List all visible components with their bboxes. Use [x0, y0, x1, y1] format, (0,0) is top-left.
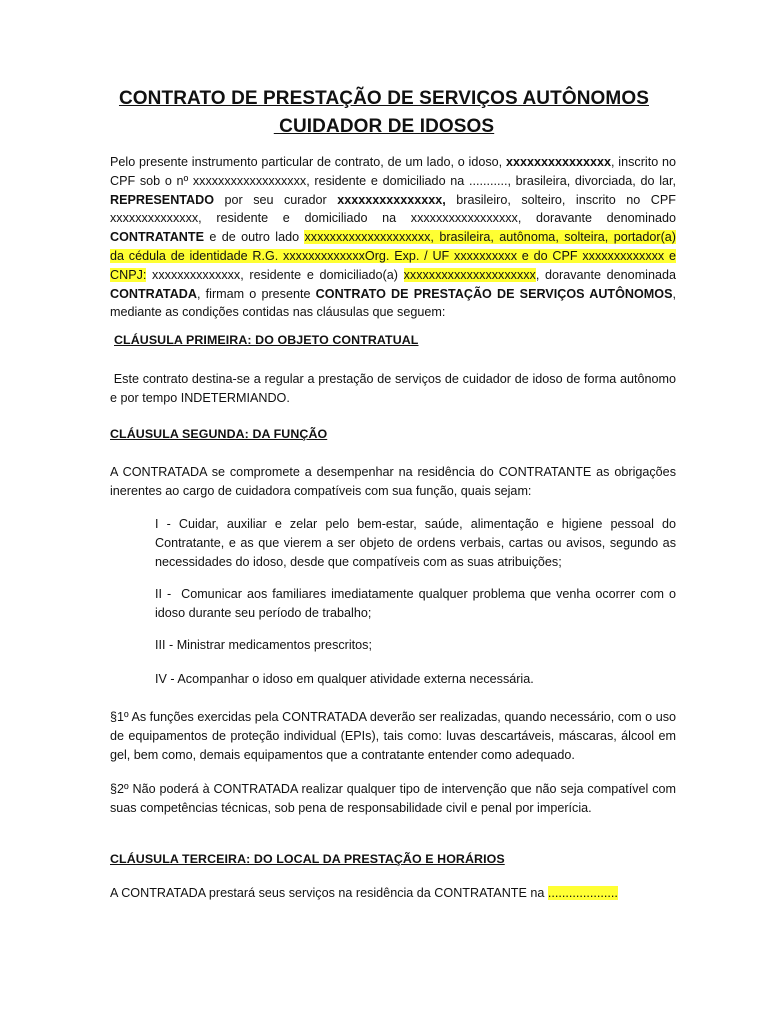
document-title: CONTRATO DE PRESTAÇÃO DE SERVIÇOS AUTÔNOMOS [118, 88, 649, 109]
contratada-details-highlight: xxxxxxxxxxxxxxxxxxxx, brasileira, autônoma, solteira, portador(a) da cédula de identidade R.G. xxxxxxxxxxxxxOrg. Exp. / UF xxxxxxxxxx e do CPF xxxxxxxxxxxxx e CNPJ: [110, 230, 676, 282]
clause-2-item-4: IV - Acompanhar o idoso em qualquer atividade externa necessária. [155, 672, 534, 686]
intro-text: , mediante as condições contidas nas cláusulas que seguem: [110, 286, 676, 320]
document-subtitle: CUIDADOR DE IDOSOS [273, 116, 495, 137]
clause-2-paragraph-2: §2º Não poderá à CONTRATADA realizar qualquer tipo de intervenção que não seja compatível com suas competências técnicas, sob pena de responsabilidade civil e penal por imperícia. [110, 782, 676, 815]
intro-text: por seu curador [214, 192, 338, 207]
intro-text: brasileiro, solteiro, inscrito no CPF xxxxxxxxxxxxxx, residente e domiciliado na xxxxxxxxxxxxxxxxx, doravante denominado [110, 192, 676, 226]
representado-label: REPRESENTADO [110, 192, 215, 207]
curador-name: xxxxxxxxxxxxxxx, [337, 192, 446, 207]
clause-2-item-2: II - Comunicar aos familiares imediatamente qualquer problema que venha ocorrer com o idoso durante seu período de trabalho; [155, 587, 680, 620]
clause-3-heading: CLÁUSULA TERCEIRA: DO LOCAL DA PRESTAÇÃO E HORÁRIOS [110, 852, 505, 866]
intro-text: , doravante denominada [535, 267, 676, 282]
intro-text: , firmam o presente [196, 286, 316, 301]
contratada-label: CONTRATADA [110, 286, 197, 301]
clause-1-text: Este contrato destina-se a regular a prestação de serviços de cuidador de idoso de forma autônomo e por tempo INDETERMIANDO. [110, 372, 680, 405]
idoso-name: xxxxxxxxxxxxxxx [505, 155, 612, 169]
clause-3-text [110, 884, 676, 903]
intro-text: e de outro lado [203, 230, 305, 245]
contract-name: CONTRATO DE PRESTAÇÃO DE SERVIÇOS AUTÔNOMOS [315, 286, 673, 301]
clause-2-paragraph-1: §1º As funções exercidas pela CONTRATADA deverão ser realizadas, quando necessário, com o uso de equipamentos de proteção individual (EPIs), tais como: luvas descartáveis, máscaras, álcool em gel, bem como, demais equipamentos que a contratante entender como adequado. [110, 710, 676, 762]
contratada-address-highlight: xxxxxxxxxxxxxxxxxxxxx [403, 267, 536, 282]
intro-text: Pelo presente instrumento particular de contrato, de um lado, o idoso, [110, 155, 506, 169]
clause-2-heading: CLÁUSULA SEGUNDA: DA FUNÇÃO [110, 427, 328, 441]
intro-paragraph [110, 153, 676, 322]
clause-3-text-body: A CONTRATADA prestará seus serviços na residência da CONTRATANTE na [110, 886, 548, 900]
clause-1-heading: CLÁUSULA PRIMEIRA: DO OBJETO CONTRATUAL [114, 333, 419, 347]
clause-2-item-3: III - Ministrar medicamentos prescritos; [155, 638, 372, 652]
contratante-label: CONTRATANTE [110, 230, 204, 245]
intro-text: , inscrito no CPF sob o nº xxxxxxxxxxxxxxxxxx, residente e domiciliado na ..........., brasileira, divorciada, do lar, [110, 155, 676, 188]
intro-text: xxxxxxxxxxxxxx, residente e domiciliado(a) [146, 267, 404, 282]
clause-2-text: A CONTRATADA se compromete a desempenhar na residência do CONTRATANTE as obrigações inerentes ao cargo de cuidadora compatíveis com sua função, quais sejam: [110, 465, 676, 498]
location-blank-highlight: .................... [547, 886, 618, 900]
clause-2-item-1: I - Cuidar, auxiliar e zelar pelo bem-estar, saúde, alimentação e higiene pessoal do Contratante, e as que vierem a ser objeto de ordens verbais, cartas ou avisos, segundo as necessidades do idoso, desde que compatíveis com as suas atribuições; [155, 517, 676, 569]
